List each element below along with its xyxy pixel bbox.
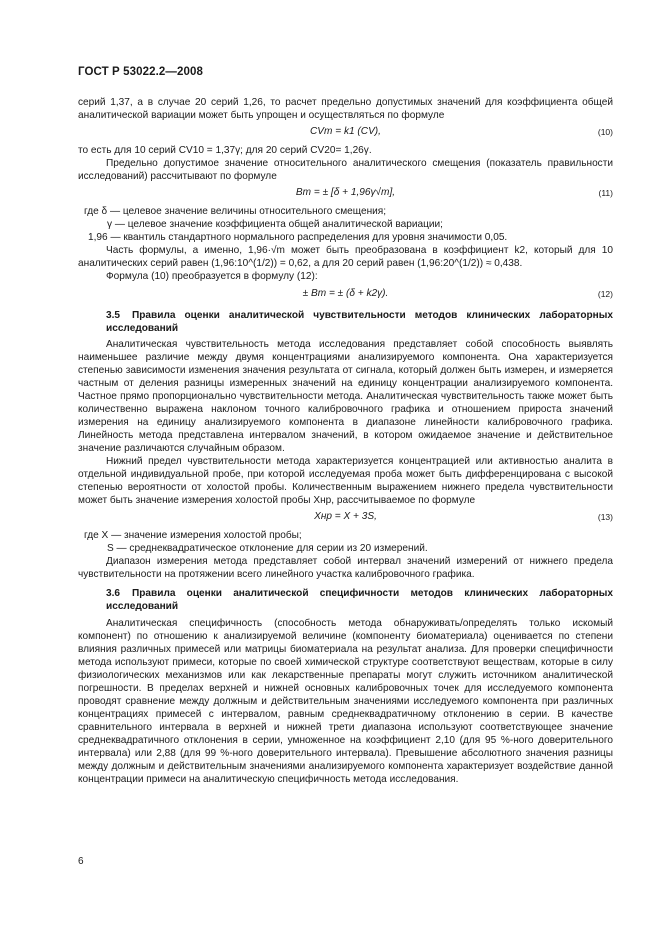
paragraph: Формула (10) преобразуется в формулу (12): — [106, 271, 318, 283]
formula-number: (11) — [598, 188, 613, 199]
formula-number: (10) — [597, 127, 613, 138]
formula-text: Bm = ± [δ + 1,96γ√m], — [295, 187, 396, 199]
definition-quantile: 1,96 — квантиль стандартного нормального распределения для уровня значимости 0,05. — [88, 232, 508, 244]
paragraph: Предельно допустимое значение относительного аналитического смещения (показатель правильности исследований) рассчитывают по формуле — [78, 158, 613, 183]
paragraph: то есть для 10 серий CV10 = 1,37γ; для 20 серий CV20= 1,26γ. — [78, 145, 372, 157]
section-title: Правила оценки аналитической специфичности методов клинических лабораторных исследований — [106, 588, 613, 613]
section-number: 3.5 — [106, 309, 121, 321]
section-title: Правила оценки аналитической чувствительности методов клинических лабораторных исследований — [106, 309, 613, 334]
definition-gamma: γ — целевое значение коэффициента общей аналитической вариации; — [107, 219, 443, 231]
paragraph: серий 1,37, а в случае 20 серий 1,26, то расчет предельно допустимых значений для коэффициента общей аналитической вариации может быть упрощен и осуществляться по формуле — [78, 97, 613, 122]
formula-13 — [78, 510, 613, 526]
paragraph: Часть формулы, а именно, 1,96·√m может быть преобразована в коэффициент k2, который для 10 аналитических серий равен (1,96:10^(1/2)) = 0,62, а для 20 серий равен (1,96:20^(1/2)) ≈ 0,438. — [78, 245, 613, 270]
paragraph: Диапазон измерения метода представляет собой интервал значений измерений от нижнего предела чувствительности на протяжении всего линейного участка калибровочного графика. — [78, 556, 613, 581]
definition-s: S — среднеквадратическое отклонение для серии из 20 измерений. — [107, 543, 428, 555]
paragraph: Нижний предел чувствительности метода характеризуется концентрацией или активностью аналита в отдельной индивидуальной пробе, при которой исследуемая проба может быть дифференцирована с высокой степенью вероятности от холостой пробы. Количественным выражением нижнего предела чувствительности может быть значение измерения холостой пробы Xнр, рассчитываемое по формуле — [78, 456, 613, 507]
formula-number: (12) — [597, 288, 613, 299]
formula-text: Xнр = X + 3S, — [314, 511, 377, 523]
formula-10 — [78, 125, 613, 141]
formula-text: ± Bm = ± (δ + k2γ). — [302, 287, 389, 299]
paragraph: Аналитическая специфичность (способность метода обнаруживать/определять только искомый компонент) по отношению к анализируемой величине (компоненту биоматериала) оценивается по степени влияния различных примесей или матрицы биоматериала на результат анализа. Для проверки специфичности метода используют примеси, которые по своей химической структуре соответствуют веществам, которые в силу физиологических механизмов или как лекарственные препараты могут служить источником аналитической погрешности. В пределах верхней и нижней основных калибровочных точек для исследуемого компонента проводят сравнение между должным и действительным значениями исследуемого компонента при различных концентрациях примесей с интервалом, равным среднеквадратичному отклонению в серии. В качестве сравнительного интервала в верхней и нижней трети диапазона используют соответствующее значение среднеквадратичного отклонения в серии, умноженное на коэффициент 2,10 (для 95 %-ного доверительного интервала) или 2,88 (для 99 %-ного доверительного интервала). Превышение абсолютного значения разницы между должным и действительным значениями анализируемого компонента характеризует воздействие данной концентрации примеси на аналитическую специфичность метода исследования. — [78, 617, 613, 786]
section-heading-3-5 — [78, 309, 613, 335]
formula-number: (13) — [597, 512, 613, 523]
document-body — [78, 96, 613, 786]
section-heading-3-6 — [78, 587, 613, 613]
definition-delta: где δ — целевое значение величины относительного смещения; — [84, 206, 387, 218]
formula-text: CVm = k1 (CV), — [310, 126, 381, 138]
document-header: ГОСТ Р 53022.2—2008 — [78, 66, 203, 78]
paragraph: Аналитическая чувствительность метода исследования представляет собой способность выявлять наименьшее различие между двумя концентрациями анализируемого компонента. Она характеризуется степенью зависимости изменения значения результата от сигнала, который должен быть измерен, и измеряется частным от деления разницы измеренных значений на единицу концентрации анализируемого компонента. Частное прямо пропорционально чувствительности метода. Аналитическая чувствительность также может быть количественно выражена наклоном точного калибровочного графика и отношением прироста значений измерения на единицу анализируемого компонента в диапазоне линейности калибровочного графика. Линейность метода представлена интервалом значений, в котором ожидаемое значение и действительное значение различаются случайным образом. — [78, 338, 613, 454]
page-number: 6 — [78, 856, 84, 867]
formula-11 — [78, 186, 613, 202]
definition-x: где X — значение измерения холостой пробы; — [84, 530, 302, 542]
formula-12 — [78, 287, 613, 303]
section-number: 3.6 — [106, 588, 121, 600]
